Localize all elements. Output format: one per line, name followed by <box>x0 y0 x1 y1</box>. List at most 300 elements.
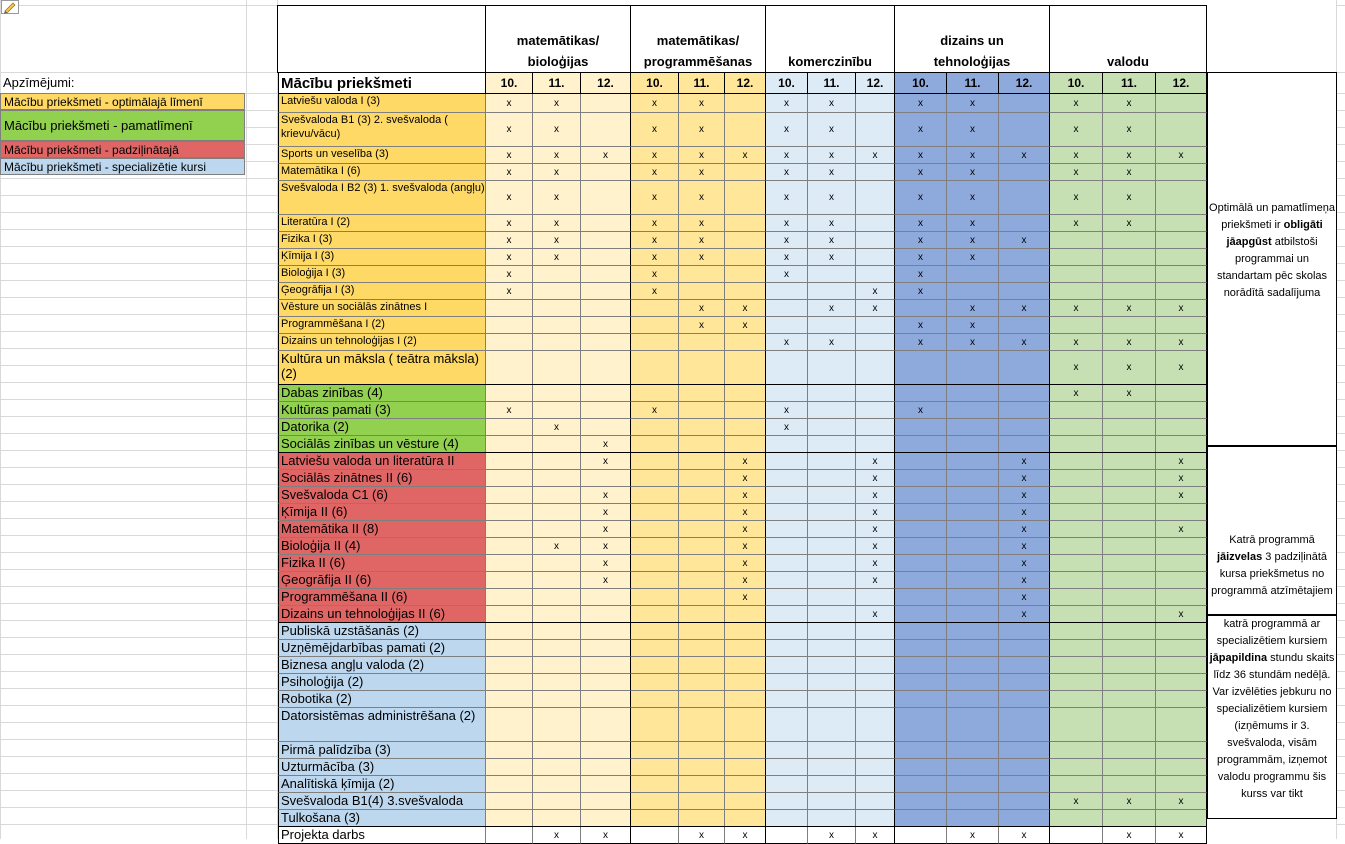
grid-cell <box>631 742 679 759</box>
grid-cell <box>895 181 947 215</box>
grid-cell <box>1156 623 1207 640</box>
grid-cell <box>725 759 766 776</box>
grid-cell <box>1103 640 1156 657</box>
grid-cell <box>1156 470 1207 487</box>
grid-cell <box>533 181 581 215</box>
grid-cell <box>486 640 533 657</box>
check-mark: x <box>829 302 834 314</box>
grid-cell <box>1050 674 1103 691</box>
check-mark: x <box>554 217 559 229</box>
check-mark: x <box>1073 387 1079 399</box>
gridline-h <box>1336 212 1345 213</box>
grid-cell <box>486 385 533 402</box>
grid-cell <box>1103 674 1156 691</box>
grid-cell <box>581 606 631 623</box>
grade-header: 11. <box>532 72 581 94</box>
grid-cell <box>856 572 895 589</box>
grid-cell <box>725 555 766 572</box>
check-mark: x <box>699 124 704 135</box>
check-mark: x <box>554 234 559 246</box>
grid-cell <box>725 742 766 759</box>
gridline-h <box>1336 773 1345 774</box>
grid-cell <box>631 385 679 402</box>
grid-cell <box>808 436 856 453</box>
gridline-h <box>0 773 277 774</box>
grid-cell <box>1156 147 1207 164</box>
check-mark: x <box>1178 489 1184 501</box>
grid-cell <box>808 283 856 300</box>
grid-cell <box>808 215 856 232</box>
grid-cell <box>999 538 1050 555</box>
grid-cell <box>679 708 725 742</box>
gridline-h <box>0 637 277 638</box>
gridline-h <box>1336 348 1345 349</box>
check-mark: x <box>1126 149 1132 161</box>
grid-cell <box>808 776 856 793</box>
gridline-h <box>0 705 277 706</box>
grid-cell <box>856 215 895 232</box>
grid-cell <box>999 164 1050 181</box>
grid-cell <box>999 113 1050 147</box>
check-mark: x <box>603 506 608 518</box>
grid-cell <box>1103 232 1156 249</box>
grid-cell <box>808 419 856 436</box>
grid-cell <box>679 538 725 555</box>
check-mark: x <box>784 124 789 135</box>
check-mark: x <box>699 166 704 178</box>
grid-cell <box>725 164 766 181</box>
grid-cell <box>856 164 895 181</box>
program-header-cell <box>485 5 631 73</box>
grid-cell <box>725 402 766 419</box>
grid-cell <box>1050 487 1103 504</box>
gridline-h <box>1336 365 1345 366</box>
gridline-h <box>0 620 277 621</box>
subject-name: Uzņēmējdarbības pamati (2) <box>278 640 486 657</box>
check-mark: x <box>603 523 608 535</box>
grid-cell <box>486 776 533 793</box>
check-mark: x <box>1126 795 1132 807</box>
gridline-h <box>0 195 277 196</box>
check-mark: x <box>872 455 878 467</box>
grid-cell <box>999 300 1050 317</box>
check-mark: x <box>1073 166 1079 178</box>
check-mark: x <box>742 523 748 535</box>
gridline-h <box>1336 297 1345 298</box>
grid-cell <box>856 351 895 385</box>
grid-cell <box>725 521 766 538</box>
grid-cell <box>581 113 631 147</box>
check-mark: x <box>970 149 975 161</box>
grid-cell <box>999 708 1050 742</box>
grid-cell <box>679 266 725 283</box>
gridline-h <box>1336 72 1345 73</box>
grid-cell <box>486 708 533 742</box>
check-mark: x <box>742 302 748 314</box>
check-mark: x <box>742 591 748 603</box>
grid-cell <box>808 827 856 844</box>
gridline-h <box>1336 161 1345 162</box>
subject-name: Projekta darbs <box>278 827 486 844</box>
grid-cell <box>895 266 947 283</box>
grid-cell <box>679 623 725 640</box>
grid-cell <box>895 708 947 742</box>
grid-cell <box>1050 385 1103 402</box>
grid-cell <box>947 555 999 572</box>
check-mark: x <box>829 149 834 161</box>
grid-cell <box>581 691 631 708</box>
check-mark: x <box>506 166 512 178</box>
program-title: dizains un tehnoloģijas <box>933 33 1011 69</box>
grid-cell <box>486 504 533 521</box>
grid-cell <box>1050 215 1103 232</box>
gridline-h <box>0 688 277 689</box>
check-mark: x <box>1178 523 1184 535</box>
grid-cell <box>533 623 581 640</box>
grid-cell <box>1103 776 1156 793</box>
grid-cell <box>486 215 533 232</box>
grid-cell <box>533 402 581 419</box>
gridline-h <box>0 586 277 587</box>
grid-cell <box>856 113 895 147</box>
grid-cell <box>895 538 947 555</box>
grid-cell <box>766 181 808 215</box>
subject-name: Svešvaloda B1(4) 3.svešvaloda <box>278 793 486 810</box>
grid-cell <box>947 181 999 215</box>
check-mark: x <box>1073 192 1079 203</box>
grid-cell <box>999 691 1050 708</box>
grid-cell <box>808 555 856 572</box>
grid-cell <box>679 419 725 436</box>
grid-cell <box>679 470 725 487</box>
grid-cell <box>581 776 631 793</box>
gridline-h <box>0 433 277 434</box>
grid-cell <box>679 640 725 657</box>
grid-cell <box>1050 504 1103 521</box>
grid-cell <box>1050 589 1103 606</box>
check-mark: x <box>554 251 559 263</box>
subject-name: Fizika II (6) <box>278 555 486 572</box>
pencil-icon <box>1 0 19 14</box>
gridline-h <box>1336 110 1345 111</box>
grid-cell <box>1050 283 1103 300</box>
grid-cell <box>766 674 808 691</box>
subject-name: Robotika (2) <box>278 691 486 708</box>
check-mark: x <box>699 302 704 314</box>
grid-cell <box>533 521 581 538</box>
grid-cell <box>856 147 895 164</box>
grid-cell <box>1156 827 1207 844</box>
check-mark: x <box>872 149 878 161</box>
subject-name: Tulkošana (3) <box>278 810 486 827</box>
check-mark: x <box>742 472 748 484</box>
check-mark: x <box>829 234 834 246</box>
check-mark: x <box>1178 149 1184 161</box>
subject-name: Svešvaloda C1 (6) <box>278 487 486 504</box>
grid-cell <box>1156 538 1207 555</box>
check-mark: x <box>872 557 878 569</box>
grid-cell <box>725 487 766 504</box>
grid-cell <box>895 283 947 300</box>
grid-cell <box>766 334 808 351</box>
grid-cell <box>679 436 725 453</box>
grid-cell <box>766 317 808 334</box>
subject-name: Sports un veselība (3) <box>278 147 486 164</box>
grid-cell <box>1103 94 1156 113</box>
grid-cell <box>1103 470 1156 487</box>
grid-cell <box>895 810 947 827</box>
check-mark: x <box>554 540 559 552</box>
gridline-h <box>1336 705 1345 706</box>
grid-cell <box>581 215 631 232</box>
grid-cell <box>895 674 947 691</box>
grid-cell <box>766 266 808 283</box>
grid-cell <box>533 266 581 283</box>
subject-name: Vēsture un sociālās zinātnes I <box>278 300 486 317</box>
grid-cell <box>631 606 679 623</box>
grid-cell <box>766 623 808 640</box>
subject-name: Svešvaloda I B2 (3) 1. svešvaloda (angļu) <box>278 181 486 215</box>
gridline-h <box>0 365 277 366</box>
grid-cell <box>999 402 1050 419</box>
subject-name: Latviešu valoda I (3) <box>278 94 486 113</box>
grid-cell <box>1156 436 1207 453</box>
check-mark: x <box>506 251 512 263</box>
grade-header: 12. <box>580 72 631 94</box>
grid-cell <box>766 606 808 623</box>
grid-cell <box>1103 164 1156 181</box>
check-mark: x <box>1021 829 1027 841</box>
grid-cell <box>766 589 808 606</box>
check-mark: x <box>872 540 878 552</box>
grid-cell <box>947 300 999 317</box>
subjects-header: Mācību priekšmeti <box>278 72 486 94</box>
gridline-h <box>0 450 277 451</box>
check-mark: x <box>1126 336 1132 348</box>
grid-cell <box>1050 436 1103 453</box>
grid-cell <box>895 351 947 385</box>
gridline-h <box>1336 586 1345 587</box>
grid-cell <box>581 351 631 385</box>
grid-cell <box>1103 402 1156 419</box>
check-mark: x <box>872 506 878 518</box>
grid-cell <box>1156 572 1207 589</box>
grid-cell <box>1103 606 1156 623</box>
grid-cell <box>631 164 679 181</box>
grid-cell <box>679 572 725 589</box>
grid-cell <box>947 793 999 810</box>
check-mark: x <box>872 489 878 501</box>
grid-cell <box>895 113 947 147</box>
grid-cell <box>856 657 895 674</box>
check-mark: x <box>918 217 923 229</box>
grid-cell <box>895 657 947 674</box>
grid-cell <box>581 759 631 776</box>
grid-cell <box>725 470 766 487</box>
check-mark: x <box>970 192 975 203</box>
grid-cell <box>1103 827 1156 844</box>
check-mark: x <box>1021 506 1027 518</box>
grid-cell <box>999 623 1050 640</box>
gridline-h <box>0 756 277 757</box>
grid-cell <box>1103 691 1156 708</box>
grid-cell <box>856 589 895 606</box>
grid-cell <box>856 334 895 351</box>
check-mark: x <box>970 302 975 314</box>
grid-cell <box>725 232 766 249</box>
grid-cell <box>679 300 725 317</box>
grid-cell <box>533 827 581 844</box>
check-mark: x <box>784 149 789 161</box>
grid-cell <box>856 249 895 266</box>
check-mark: x <box>1126 829 1132 841</box>
grid-cell <box>856 385 895 402</box>
check-mark: x <box>652 404 657 416</box>
grid-cell <box>581 589 631 606</box>
note-advanced: Katrā programmā jāizvelas 3 padziļinātā kursa priekšmetus no programmā atzīmētajiem <box>1211 534 1333 597</box>
grid-cell <box>999 640 1050 657</box>
grid-cell <box>808 589 856 606</box>
subject-name: Sociālās zinātnes II (6) <box>278 470 486 487</box>
grid-cell <box>533 147 581 164</box>
check-mark: x <box>652 285 657 297</box>
check-mark: x <box>1021 574 1027 586</box>
check-mark: x <box>1021 608 1027 620</box>
subject-name: Psiholoģija (2) <box>278 674 486 691</box>
grid-cell <box>533 164 581 181</box>
note-specialized: katrā programmā ar specializētiem kursiem jāpapildina stundu skaits līdz 36 stundām nedēļā. Var izvēlēties jebkuru no specializētiem kursiem (izņēmums ir 3. svešvaloda, visām programmām, izņemot valodu programmu šis kurss var tikt <box>1209 618 1335 800</box>
grid-cell <box>679 334 725 351</box>
grid-cell <box>725 606 766 623</box>
grid-cell <box>581 674 631 691</box>
grid-cell <box>895 436 947 453</box>
program-header-cell <box>894 5 1050 73</box>
grid-cell <box>725 691 766 708</box>
grid-cell <box>947 317 999 334</box>
grid-cell <box>533 436 581 453</box>
grid-cell <box>581 538 631 555</box>
grid-cell <box>856 487 895 504</box>
grid-cell <box>631 470 679 487</box>
subject-name: Matemātika II (8) <box>278 521 486 538</box>
grid-cell <box>947 470 999 487</box>
grid-cell <box>581 419 631 436</box>
grid-cell <box>631 266 679 283</box>
check-mark: x <box>784 268 789 280</box>
grid-cell <box>486 181 533 215</box>
grid-cell <box>1103 181 1156 215</box>
gridline-h <box>0 212 277 213</box>
grid-cell <box>679 606 725 623</box>
grid-cell <box>947 640 999 657</box>
grid-cell <box>679 402 725 419</box>
check-mark: x <box>603 540 608 552</box>
grid-cell <box>1156 164 1207 181</box>
grid-cell <box>486 436 533 453</box>
grid-cell <box>808 810 856 827</box>
grid-cell <box>808 300 856 317</box>
check-mark: x <box>1021 591 1027 603</box>
grid-cell <box>486 419 533 436</box>
grid-cell <box>1103 453 1156 470</box>
grid-cell <box>1156 300 1207 317</box>
grid-cell <box>533 742 581 759</box>
check-mark: x <box>506 192 512 203</box>
grid-cell <box>533 283 581 300</box>
check-mark: x <box>829 829 834 841</box>
check-mark: x <box>918 97 923 109</box>
grid-cell <box>1050 453 1103 470</box>
grid-cell <box>679 453 725 470</box>
grade-header: 11. <box>678 72 725 94</box>
grid-cell <box>999 742 1050 759</box>
grid-cell <box>999 266 1050 283</box>
check-mark: x <box>652 268 657 280</box>
grid-cell <box>1050 300 1103 317</box>
check-mark: x <box>603 438 608 450</box>
gridline-h <box>0 535 277 536</box>
check-mark: x <box>652 97 657 109</box>
gridline-h <box>1336 620 1345 621</box>
section-divider <box>278 452 1207 453</box>
program-title: matemātikas/ bioloģijas <box>516 33 600 69</box>
grid-cell <box>1050 555 1103 572</box>
gridline-h <box>1336 569 1345 570</box>
subject-name: Publiskā uzstāšanās (2) <box>278 623 486 640</box>
subject-name: Analītiskā ķīmija (2) <box>278 776 486 793</box>
legend-item-label: Mācību priekšmeti - padziļinātajā <box>4 142 179 157</box>
gridline-h <box>1336 739 1345 740</box>
grid-cell <box>1156 759 1207 776</box>
grid-cell <box>947 266 999 283</box>
grid-cell <box>947 113 999 147</box>
check-mark: x <box>1073 302 1079 314</box>
gridline-h <box>0 824 277 825</box>
grid-cell <box>1050 249 1103 266</box>
grid-cell <box>999 334 1050 351</box>
grid-cell <box>725 657 766 674</box>
legend-title: Apzīmējumi: <box>3 75 75 90</box>
grid-cell <box>1103 589 1156 606</box>
grid-cell <box>1050 691 1103 708</box>
grid-cell <box>486 521 533 538</box>
grid-cell <box>679 94 725 113</box>
grid-cell <box>1103 759 1156 776</box>
grid-cell <box>581 164 631 181</box>
grid-cell <box>999 487 1050 504</box>
grid-cell <box>1103 249 1156 266</box>
gridline-h <box>1336 263 1345 264</box>
grid-cell <box>1050 538 1103 555</box>
grid-cell <box>895 402 947 419</box>
grid-cell <box>1050 776 1103 793</box>
check-mark: x <box>829 124 834 135</box>
grid-cell <box>581 385 631 402</box>
gridline-h <box>0 416 277 417</box>
grid-cell <box>1103 317 1156 334</box>
subject-name: Literatūra I (2) <box>278 215 486 232</box>
check-mark: x <box>918 404 923 416</box>
check-mark: x <box>742 506 748 518</box>
grid-cell <box>486 759 533 776</box>
grid-cell <box>895 504 947 521</box>
grid-cell <box>1156 181 1207 215</box>
grade-header: 10. <box>1049 72 1103 94</box>
grid-cell <box>631 300 679 317</box>
grid-cell <box>486 94 533 113</box>
grid-cell <box>533 674 581 691</box>
grid-cell <box>631 776 679 793</box>
